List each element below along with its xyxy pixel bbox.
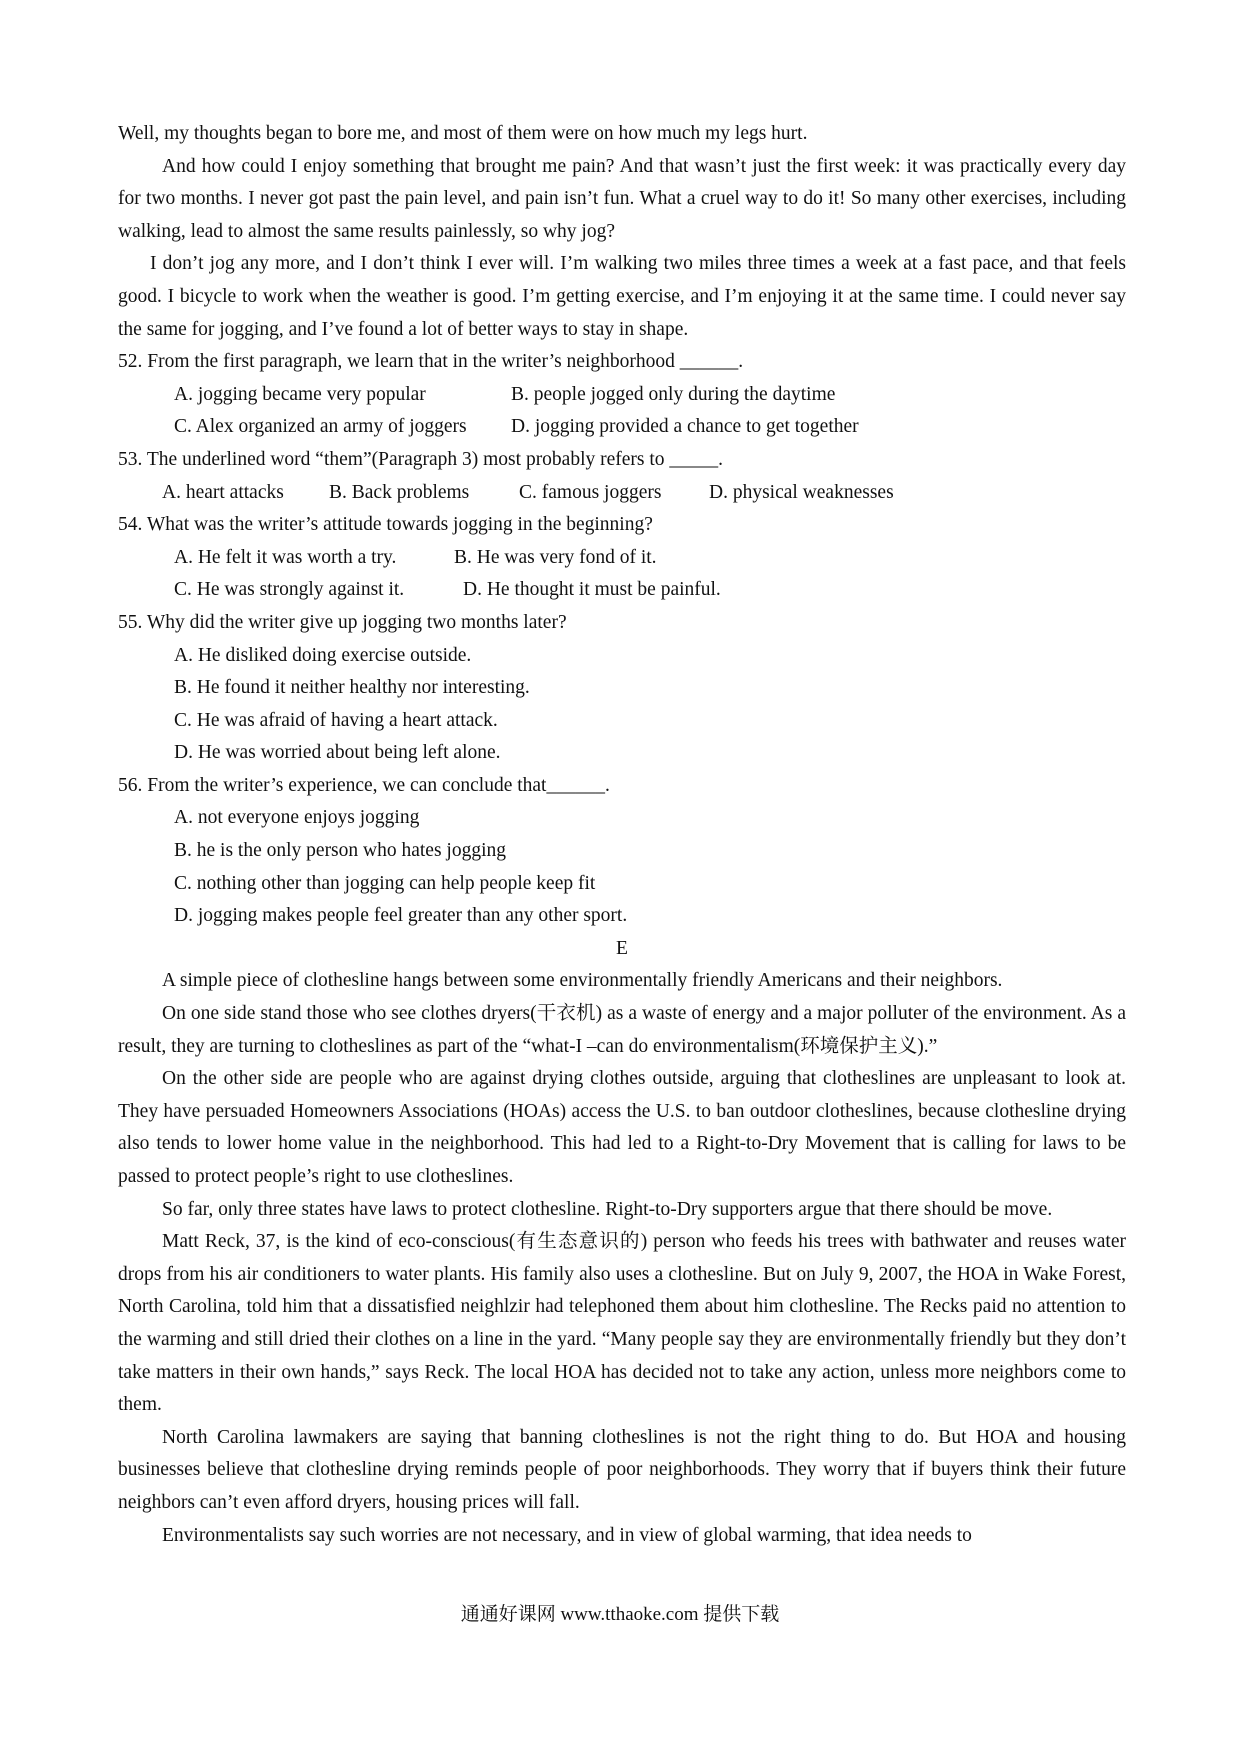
- paragraph: And how could I enjoy something that brought me pain? And that wasn’t just the first week: it was practically every day for two months. I never got past the pain level, and pain isn’t fun. What a cruel way to do it! So many other exercises, including walking, lead to almost the same results painlessly, so why jog?: [118, 155, 1126, 242]
- options-row: [118, 379, 1126, 412]
- option-c: C. nothing other than jogging can help people keep fit: [174, 872, 596, 894]
- question-stem: 55. Why did the writer give up jogging two months later?: [118, 611, 567, 633]
- option-c: C. He was strongly against it.: [174, 579, 405, 601]
- question-stem: 52. From the first paragraph, we learn that in the writer’s neighborhood ______.: [118, 351, 744, 373]
- paragraph: So far, only three states have laws to protect clothesline. Right-to-Dry supporters argue that there should be move.: [162, 1198, 1053, 1220]
- options-row: [118, 574, 1126, 607]
- options-row: [118, 411, 1126, 444]
- option-d: D. jogging makes people feel greater than any other sport.: [174, 905, 628, 927]
- page-footer: 通通好课网 www.tthaoke.com 提供下载: [460, 1604, 780, 1625]
- question-stem: 56. From the writer’s experience, we can conclude that______.: [118, 774, 610, 796]
- option-b: B. people jogged only during the daytime: [511, 383, 836, 405]
- paragraph: A simple piece of clothesline hangs between some environmentally friendly Americans and their neighbors.: [162, 970, 1003, 992]
- options-row: [118, 542, 1126, 575]
- option-d: D. jogging provided a chance to get together: [511, 416, 859, 438]
- option-a: A. heart attacks: [162, 481, 284, 503]
- option-b: B. He was very fond of it.: [454, 546, 657, 568]
- option-b: B. Back problems: [329, 481, 470, 503]
- paragraph: I don’t jog any more, and I don’t think I ever will. I’m walking two miles three times a week at a fast pace, and that feels good. I bicycle to work when the weather is good. I’m getting exercise, and I’m enjoying it at the same time. I could never say the same for jogging, and I’ve found a lot of better ways to stay in shape.: [118, 253, 1126, 340]
- options-row: [118, 477, 1126, 510]
- option-a: A. jogging became very popular: [174, 383, 426, 405]
- question-stem: 54. What was the writer’s attitude towards jogging in the beginning?: [118, 514, 653, 536]
- option-d: D. physical weaknesses: [709, 481, 894, 503]
- question-stem: 53. The underlined word “them”(Paragraph 3) most probably refers to _____.: [118, 448, 724, 470]
- document-body: [118, 118, 1126, 1552]
- paragraph: Environmentalists say such worries are not necessary, and in view of global warming, that idea needs to: [162, 1524, 972, 1546]
- option-a: A. not everyone enjoys jogging: [174, 807, 420, 829]
- section-heading: E: [616, 937, 628, 959]
- paragraph: North Carolina lawmakers are saying that banning clotheslines is not the right thing to do. But HOA and housing businesses believe that clothesline drying reminds people of poor neighborhoods. They worry that if buyers think their future neighbors can’t even afford dryers, housing prices will fall.: [118, 1426, 1126, 1513]
- option-d: D. He was worried about being left alone.: [174, 742, 501, 764]
- option-c: C. Alex organized an army of joggers: [174, 416, 467, 438]
- paragraph: Matt Reck, 37, is the kind of eco-conscious(有生态意识的) person who feeds his trees with bathwater and reuses water drops from his air conditioners to water plants. His family also uses a clothesline. But on July 9, 2007, the HOA in Wake Forest, North Carolina, told him that a dissatisfied neighlzir had telephoned them about him clothesline. The Recks paid no attention to the warming and still dried their clothes on a line in the yard. “Many people say they are environmentally friendly but they don’t take matters in their own hands,” says Reck. The local HOA has decided not to take any action, unless more neighbors come to them.: [118, 1231, 1126, 1416]
- option-a: A. He felt it was worth a try.: [174, 546, 397, 568]
- paragraph: On one side stand those who see clothes dryers(干衣机) as a waste of energy and a major polluter of the environment. As a result, they are turning to clotheslines as part of the “what-I –can do environmentalism(环境保护主义).”: [118, 1003, 1126, 1057]
- option-b: B. He found it neither healthy nor interesting.: [174, 677, 530, 699]
- option-a: A. He disliked doing exercise outside.: [174, 644, 472, 666]
- option-d: D. He thought it must be painful.: [463, 579, 721, 601]
- option-b: B. he is the only person who hates jogging: [174, 840, 507, 862]
- paragraph: On the other side are people who are against drying clothes outside, arguing that clotheslines are unpleasant to look at. They have persuaded Homeowners Associations (HOAs) access the U.S. to ban outdoor clotheslines, because clothesline drying also tends to lower home value in the neighborhood. This had led to a Right-to-Dry Movement that is calling for laws to be passed to protect people’s right to use clotheslines.: [118, 1068, 1126, 1187]
- paragraph: Well, my thoughts began to bore me, and most of them were on how much my legs hurt.: [118, 123, 808, 144]
- option-c: C. He was afraid of having a heart attack.: [174, 709, 498, 731]
- option-c: C. famous joggers: [519, 481, 662, 503]
